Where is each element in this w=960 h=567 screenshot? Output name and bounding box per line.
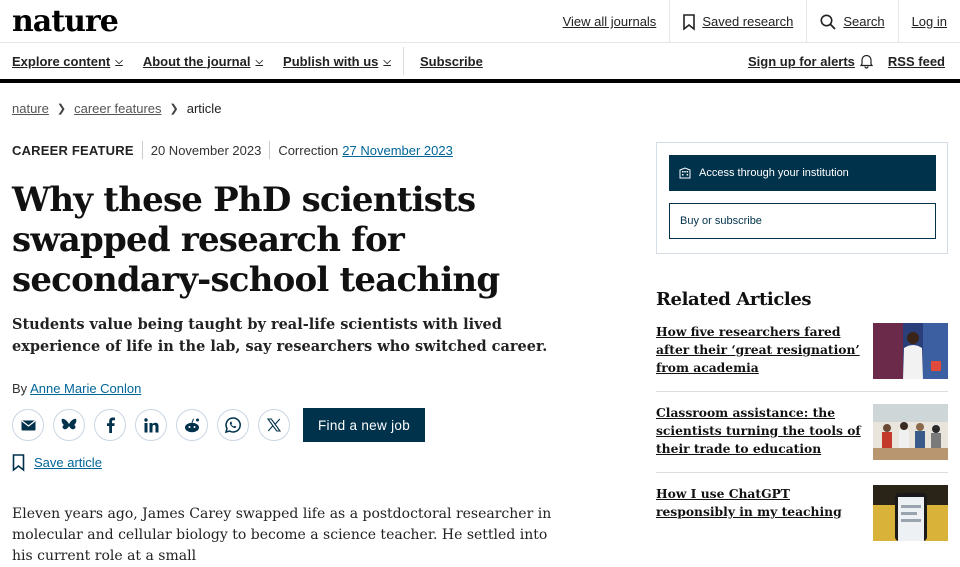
related-article-thumbnail[interactable]	[873, 485, 948, 541]
correction-date-link[interactable]: 27 November 2023	[342, 142, 453, 158]
author-link[interactable]: Anne Marie Conlon	[30, 381, 142, 396]
access-institution-label: Access through your institution	[699, 167, 849, 179]
byline	[12, 381, 141, 396]
nav-about-label: About the journal	[142, 53, 251, 69]
facebook-icon	[106, 417, 115, 433]
share-facebook-button[interactable]	[94, 409, 126, 441]
related-article-item	[656, 485, 948, 541]
chevron-down-icon: ⌵	[383, 55, 391, 67]
whatsapp-icon	[225, 417, 241, 433]
related-article-link[interactable]: How I use ChatGPT responsibly in my teaching	[656, 486, 842, 519]
related-article-thumbnail[interactable]	[873, 404, 948, 460]
chevron-down-icon: ⌵	[255, 55, 264, 67]
related-articles-heading: Related Articles	[656, 289, 812, 310]
search-icon	[820, 14, 836, 30]
x-icon	[267, 418, 281, 432]
nav-explore-label: Explore content	[12, 53, 111, 69]
breadcrumb-current: article	[186, 101, 222, 116]
breadcrumb-nature[interactable]: nature	[12, 101, 49, 116]
buy-subscribe-button[interactable]: Buy or subscribe	[669, 203, 936, 239]
linkedin-icon	[144, 418, 159, 433]
meta-divider	[142, 141, 143, 159]
nav-explore-content[interactable]	[12, 54, 123, 69]
related-divider	[656, 391, 948, 392]
view-all-journals-label: View all journals	[562, 14, 657, 29]
share-bar	[12, 408, 425, 442]
share-email-button[interactable]	[12, 409, 44, 441]
alerts-label: Sign up for alerts	[748, 53, 855, 69]
save-article-button[interactable]	[12, 454, 102, 471]
sign-up-alerts-link[interactable]	[748, 54, 873, 69]
header-links	[550, 0, 960, 43]
saved-research-label: Saved research	[702, 14, 794, 29]
article-standfirst: Students value being taught by real-life scientists with lived experience of life in the lab, say researchers who switched career.	[12, 316, 548, 355]
nav-about-journal[interactable]	[143, 54, 263, 69]
chevron-right-icon: ❯	[56, 103, 67, 115]
search-link[interactable]	[806, 0, 897, 43]
institution-icon	[679, 167, 691, 179]
nav-divider	[403, 47, 404, 75]
save-article-label: Save article	[34, 455, 102, 470]
log-in-label: Log in	[911, 14, 947, 29]
related-article-item	[656, 323, 948, 379]
saved-research-link[interactable]	[669, 0, 806, 43]
share-whatsapp-button[interactable]	[217, 409, 249, 441]
bluesky-icon	[61, 418, 77, 432]
bell-icon	[860, 54, 873, 68]
rss-feed-link[interactable]: RSS feed	[887, 53, 945, 69]
article-meta	[12, 141, 453, 159]
related-divider	[656, 472, 948, 473]
share-x-button[interactable]	[258, 409, 290, 441]
nav-publish-label: Publish with us	[283, 53, 379, 69]
publish-date: 20 November 2023	[150, 142, 262, 158]
find-new-job-button[interactable]: Find a new job	[303, 408, 425, 442]
article-title: Why these PhD scientists swapped research for secondary-school teaching	[12, 180, 500, 300]
nav-subscribe[interactable]: Subscribe	[419, 53, 483, 69]
correction-label: Correction	[278, 142, 339, 158]
access-institution-button[interactable]	[669, 155, 936, 191]
search-label: Search	[843, 14, 885, 29]
main-nav	[0, 43, 960, 83]
article-body-paragraph: Eleven years ago, James Carey swapped life as a postdoctoral researcher in molecular and cellular biology to become a science teacher. He settled into his current role at a small	[12, 506, 552, 564]
byline-by: By	[12, 381, 28, 396]
related-article-link[interactable]: Classroom assistance: the scientists turning the tools of their trade to education	[656, 405, 861, 456]
share-reddit-button[interactable]	[176, 409, 208, 441]
chevron-down-icon: ⌵	[115, 55, 123, 67]
share-linkedin-button[interactable]	[135, 409, 167, 441]
email-icon	[21, 420, 36, 431]
nav-publish-with-us[interactable]	[283, 54, 391, 69]
breadcrumb-career-features[interactable]: career features	[74, 101, 162, 116]
article-type: CAREER FEATURE	[12, 142, 134, 158]
meta-divider	[269, 141, 270, 159]
breadcrumb	[12, 101, 221, 116]
log-in-link[interactable]	[898, 0, 960, 43]
related-article-link[interactable]: How five researchers fared after their ‘great resignation’ from academia	[656, 324, 860, 375]
nature-logo[interactable]: nature	[12, 4, 118, 39]
related-article-thumbnail[interactable]	[873, 323, 948, 379]
top-header	[0, 0, 960, 43]
chevron-right-icon: ❯	[169, 103, 179, 115]
bookmark-icon	[12, 454, 25, 471]
reddit-icon	[183, 418, 201, 433]
share-bluesky-button[interactable]	[53, 409, 85, 441]
view-all-journals-link[interactable]	[550, 0, 670, 43]
access-panel	[656, 142, 948, 254]
related-article-item	[656, 404, 948, 460]
bookmark-icon	[683, 14, 695, 30]
